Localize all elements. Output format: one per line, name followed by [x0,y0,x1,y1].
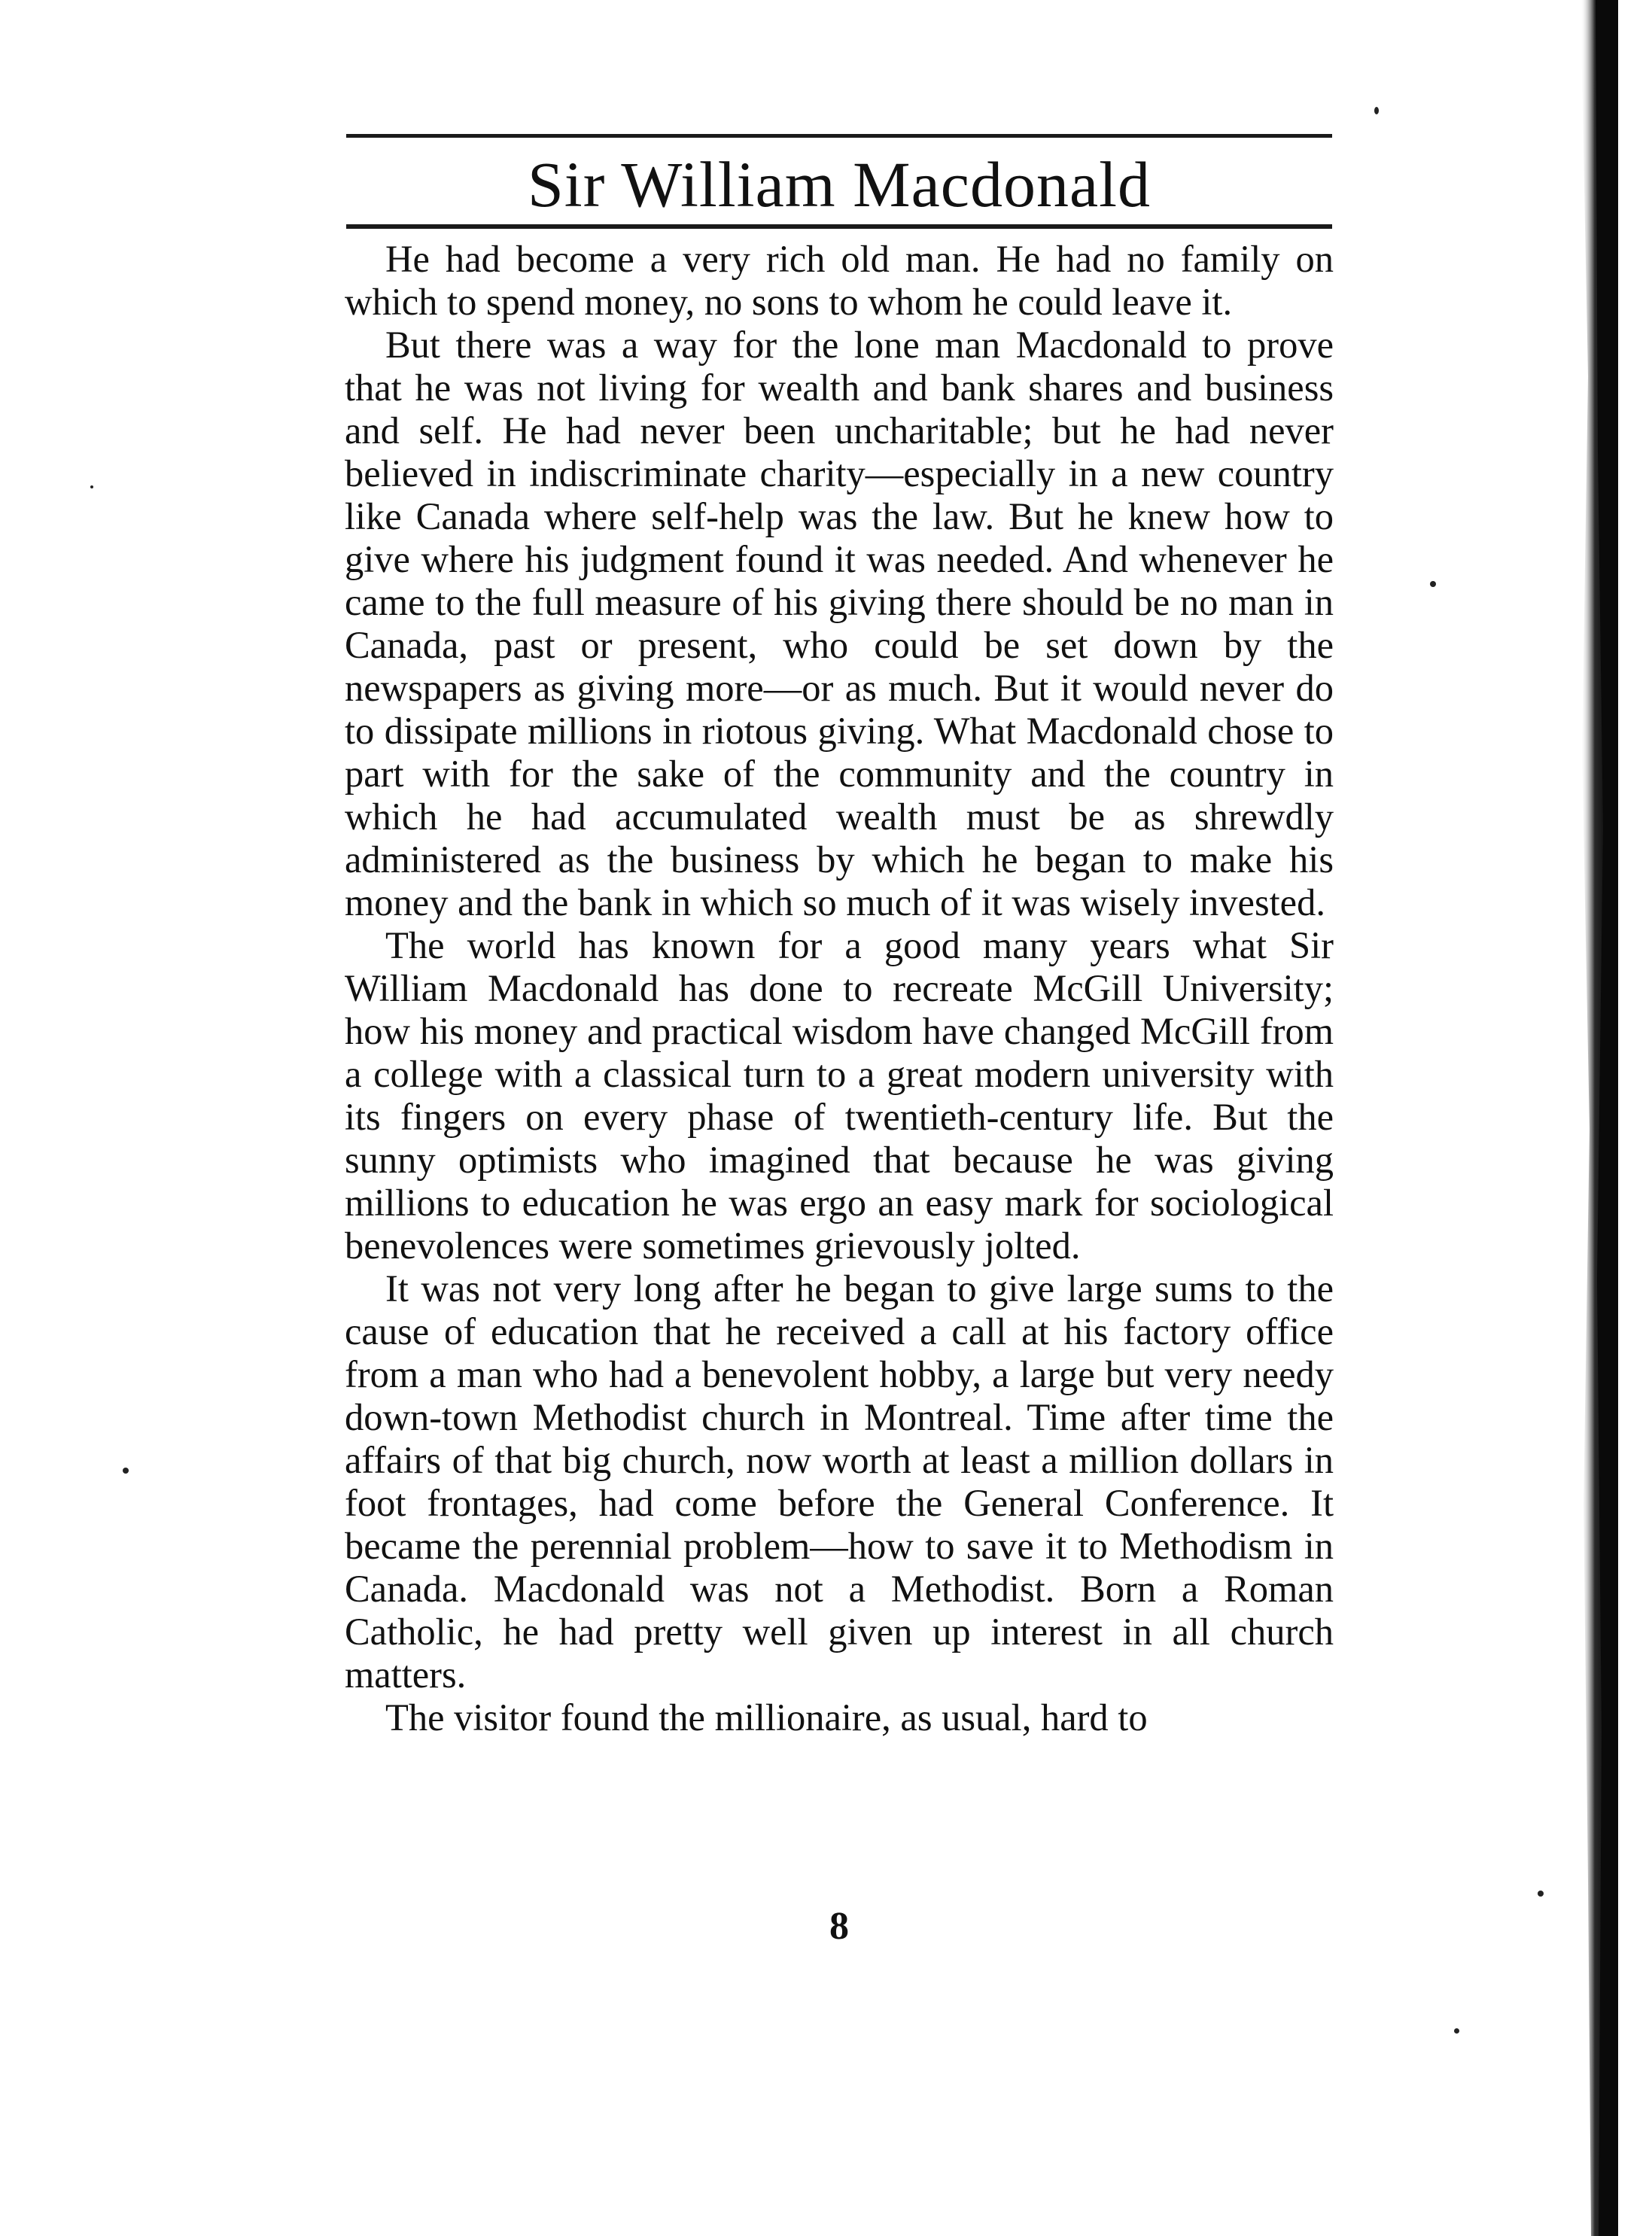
scan-speck [1454,2028,1459,2034]
page-title: Sir William Macdonald [527,148,1152,221]
header-rule-top [346,134,1332,138]
scan-speck [1538,1891,1544,1897]
binding-edge-shadow [1565,0,1618,2236]
header-rule-bottom [346,224,1332,229]
paragraph: The visitor found the millionaire, as usual, hard to [385,1696,1148,1739]
paragraph: But there was a way for the lone man Macdonald to prove that he was not living for wealth and bank shares and business and self. He had never been uncharitable; but he had never believed in indiscriminate charity—especially in a new country like Canada where self-help was the law. But he knew how to give where his judgment found it was needed. And whenever he came to the full measure of his giving there should be no man in Canada, past or present, who could be set down by the newspapers as giving more—or as much. But it would never do to dissipate millions in riotous giving. What Macdonald chose to part with for the sake of the community and the country in which he had accumulated wealth must be as shrewdly administered as the business by which he began to make his money and the bank in which so much of it was wisely invested. [345,324,1334,923]
scan-speck [123,1468,129,1474]
body-text [345,238,1334,1739]
scan-speck [90,485,93,488]
paragraph: The world has known for a good many years what Sir William Macdonald has done to recreate McGill University; how his money and practical wisdom have changed McGill from a college with a classical turn to a great modern university with its fingers on every phase of twentieth-century life. But the sunny optimists who imagined that because he was giving millions to education he was ergo an easy mark for sociological benevolences were sometimes grievously jolted. [345,924,1334,1267]
paragraph: He had become a very rich old man. He had no family on which to spend money, no sons to whom he could leave it. [345,238,1334,323]
paragraph: It was not very long after he began to give large sums to the cause of education that he received a call at his factory office from a man who had a benevolent hobby, a large but very needy down-town Methodist church in Montreal. Time after time the affairs of that big church, now worth at least a million dollars in foot frontages, had come before the General Conference. It became the perennial problem—how to save it to Methodism in Canada. Macdonald was not a Methodist. Born a Roman Catholic, he had pretty well given up interest in all church matters. [345,1267,1334,1696]
scan-speck [1430,581,1436,587]
scan-speck [1374,107,1379,114]
page-number: 8 [829,1905,849,1948]
